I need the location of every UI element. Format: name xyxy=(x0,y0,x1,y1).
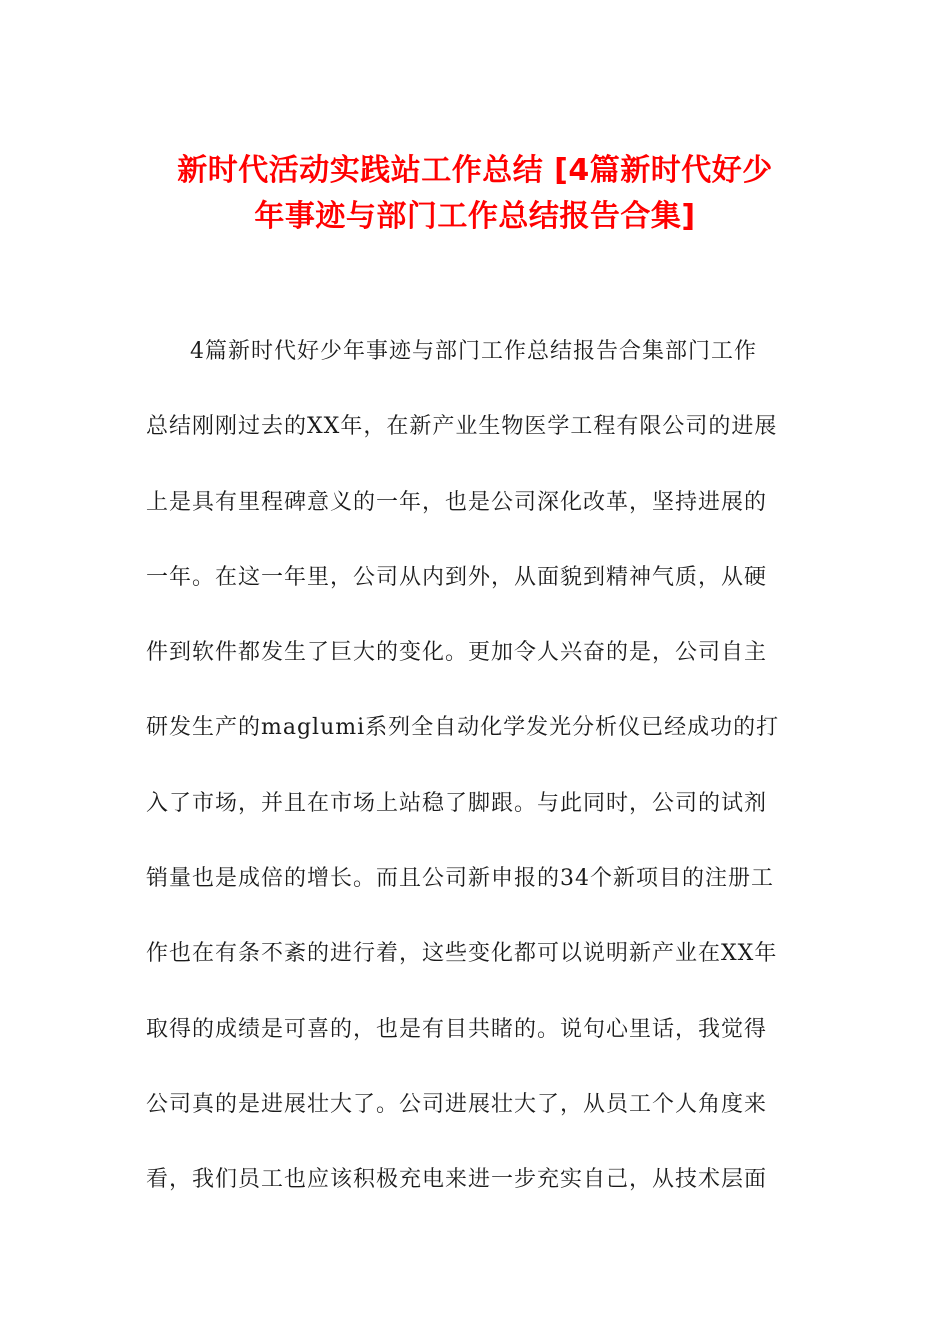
document-title xyxy=(130,148,820,240)
body-line: 4篇新时代好少年事迹与部门工作总结报告合集部门工作 xyxy=(190,339,757,364)
body-line: 公司真的是进展壮大了。公司进展壮大了，从员工个人角度来 xyxy=(146,1091,768,1117)
body-line: 件到软件都发生了巨大的变化。更加令人兴奋的是，公司自主 xyxy=(146,640,768,666)
title-line-2: 年事迹与部门工作总结报告合集] xyxy=(254,199,696,234)
body-line: 销量也是成倍的增长。而且公司新申报的34个新项目的注册工 xyxy=(146,866,774,892)
body-line: 上是具有里程碑意义的一年，也是公司深化改革，坚持进展的 xyxy=(146,489,768,515)
body-line: 研发生产的maglumi系列全自动化学发光分析仪已经成功的打 xyxy=(146,715,780,741)
document-body xyxy=(146,326,806,1230)
body-line: 入了市场，并且在市场上站稳了脚跟。与此同时，公司的试剂 xyxy=(146,790,768,816)
body-line: 一年。在这一年里，公司从内到外，从面貌到精神气质，从硬 xyxy=(146,564,768,590)
body-line: 取得的成绩是可喜的，也是有目共睹的。说句心里话，我觉得 xyxy=(146,1016,768,1042)
body-line: 作也在有条不紊的进行着，这些变化都可以说明新产业在XX年 xyxy=(146,941,778,967)
body-line: 看，我们员工也应该积极充电来进一步充实自己，从技术层面 xyxy=(146,1167,768,1193)
body-line: 总结刚刚过去的XX年，在新产业生物医学工程有限公司的进展 xyxy=(146,414,778,440)
title-line-1: 新时代活动实践站工作总结 [4篇新时代好少 xyxy=(177,153,773,188)
